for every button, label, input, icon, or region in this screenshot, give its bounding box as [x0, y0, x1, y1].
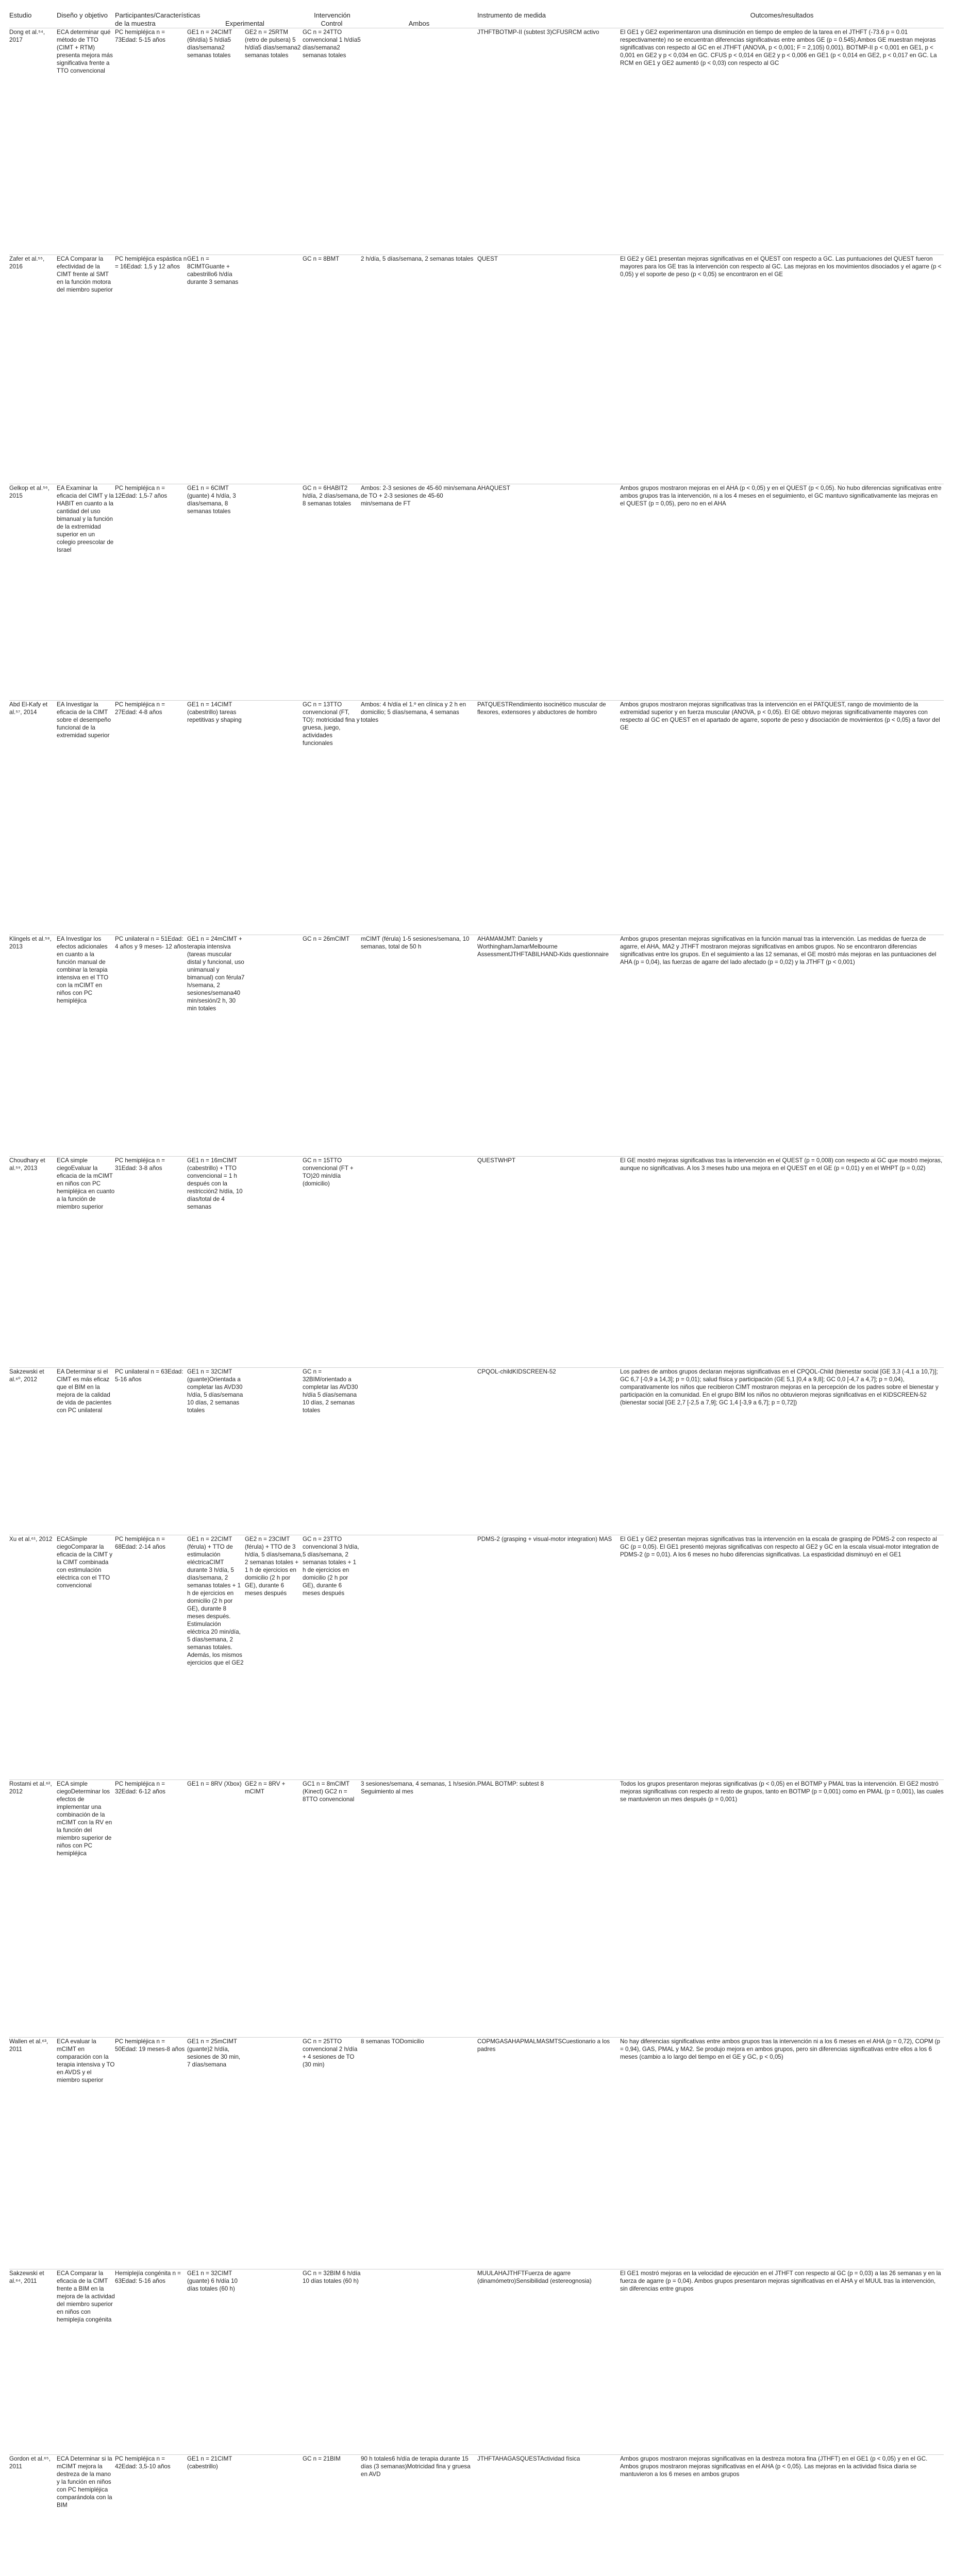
table-header — [9, 11, 944, 28]
cell-participantes: PC hemipléjica espástica n = 16Edad: 1,5 y 12 años — [115, 255, 187, 484]
cell-experimental: GE1 n = 14CIMT (cabestrillo) tareas repetitivas y shaping — [187, 701, 245, 935]
cell-diseno: EA Investigar la eficacia de la CIMT sobre el desempeño funcional de la extremidad superior — [57, 701, 115, 935]
header-diseno: Diseño y objetivo — [57, 11, 108, 19]
cell-experimental2 — [245, 484, 303, 701]
cell-control: GC n = 13TTO convencional (FT, TO): motricidad fina y gruesa, juego, actividades funcionales — [303, 701, 361, 935]
cell-participantes: PC unilateral n = 63Edad: 5-16 años — [115, 1368, 187, 1535]
cell-instrumento: JTHFTBOTMP-II (subtest 3)CFUSRCM activo — [477, 28, 620, 255]
cell-outcomes: El GE1 mostró mejoras en la velocidad de ejecución en el JTHFT con respecto al GC (p = 0,03) a las 26 semanas y en la fuerza de agarre (p = 0,04). Ambos grupos presentaron mejoras significativas en el AHA y el MUUL tras la intervención, sin diferencias entre grupos — [620, 2269, 944, 2455]
cell-ambos — [361, 1535, 477, 1780]
cell-ambos — [361, 28, 477, 255]
cell-estudio: Xu et al.⁶¹, 2012 — [9, 1535, 57, 1780]
cell-ambos: Ambos: 2-3 sesiones de 45-60 min/semana de TO + 2-3 sesiones de 45-60 min/semana de FT — [361, 484, 477, 701]
cell-instrumento: JTHFTAHAGASQUESTActividad física — [477, 2455, 620, 2576]
cell-outcomes: Los padres de ambos grupos declaran mejoras significativas en el CPQOL-Child (bienestar social [GE 3,3 (-4,1 a 10,7)]; GC 6,7 [-0,9 a 14,3]; p = 0,01); salud física y participación (GE 5,1 [0,4 a 9,8]; GC 0,0 [-4,7 a 4,7]; p = 0,04), comparativamente los niños que recibieron CIMT mostraron mejoras en la percepción de los padres sobre el bienestar y participación en la comunidad. En el grupo BIM los niños no obtuvieron mejoras significativas en el KIDSCREEN-52 (bienestar social [GE 2,7 [-2,5 a 7,9]; GC 1,4 [-3,9 a 6,7]; p = 0,72]) — [620, 1368, 944, 1535]
cell-control: GC n = 8BMT — [303, 255, 361, 484]
cell-participantes: PC hemipléjica n = 68Edad: 2-14 años — [115, 1535, 187, 1780]
cell-experimental: GE1 n = 6CIMT (guante) 4 h/día, 3 días/semana, 8 semanas totales — [187, 484, 245, 701]
cell-control: GC n = 32BIM 6 h/día 10 días totales (60 h) — [303, 2269, 361, 2455]
cell-participantes: PC hemipléjica n = 27Edad: 4-8 años — [115, 701, 187, 935]
cell-outcomes: Ambos grupos mostraron mejoras en el AHA (p < 0,05) y en el QUEST (p < 0,05). No hubo diferencias significativas entre ambos grupos tras la intervención, ni a los 4 meses en el seguimiento, el GC mantuvo significativamente las mejoras en el QUEST (p = 0,05), pero no en el AHA — [620, 484, 944, 701]
cell-estudio: Sakzewski et al.⁶⁴, 2011 — [9, 2269, 57, 2455]
cell-experimental: GE1 n = 22CIMT (férula) + TTO de estimulación eléctricaCIMT durante 3 h/día, 5 días/semana, 2 semanas totales + 1 h de ejercicios en domicilio (2 h por GE), durante 8 meses después. Estimulación eléctrica 20 min/día, 5 días/semana, 2 semanas totales. Además, los mismos ejercicios que el GE2 — [187, 1535, 245, 1780]
cell-ambos — [361, 1368, 477, 1535]
cell-control: GC n = 26mCIMT — [303, 935, 361, 1157]
header-experimental: Experimental — [225, 20, 264, 27]
cell-diseno: EA Examinar la eficacia del CIMT y la HABIT en cuanto a la cantidad del uso bimanual y la función de la extremidad superior en un colegio preescolar de Israel — [57, 484, 115, 701]
cell-control: GC1 n = 8mCIMT (Kinect) GC2 n = 8TTO convencional — [303, 1780, 361, 2038]
cell-instrumento: COPMGASAHAPMALMASMTSCuestionario a los padres — [477, 2038, 620, 2269]
cell-participantes: PC hemipléjica n = 42Edad: 3,5-10 años — [115, 2455, 187, 2576]
cell-diseno: ECA Comparar la eficacia de la CIMT frente a BIM en la mejora de la actividad del miembro superior en niños con hemiplejía congénita — [57, 2269, 115, 2455]
table-row — [9, 2269, 944, 2455]
cell-experimental2 — [245, 2455, 303, 2576]
cell-experimental2: GE2 n = 23CIMT (férula) + TTO de 3 h/día, 5 días/semana, 2 semanas totales + 1 h de ejercicios en domicilio (2 h por GE), durante 6 meses después — [245, 1535, 303, 1780]
table-row — [9, 28, 944, 255]
cell-ambos — [361, 1157, 477, 1368]
table-row — [9, 935, 944, 1157]
cell-diseno: ECA Comparar la efectividad de la CIMT frente al SMT en la función motora del miembro superior — [57, 255, 115, 484]
cell-ambos: 8 semanas TODomicilio — [361, 2038, 477, 2269]
cell-diseno: ECA evaluar la mCIMT en comparación con la terapia intensiva y TO en AVDS y el miembro superior — [57, 2038, 115, 2269]
cell-diseno: ECA simple ciegoEvaluar la eficacia de la mCIMT en niños con PC hemipléjica en cuanto a la función de miembro superior — [57, 1157, 115, 1368]
evidence-table — [9, 11, 944, 2576]
cell-participantes: PC unilateral n = 51Edad: 4 años y 9 meses- 12 años — [115, 935, 187, 1157]
cell-diseno: ECA determinar qué método de TTO (CIMT + RTM) presenta mejora más significativa frente a TTO convencional — [57, 28, 115, 255]
table-body — [9, 28, 944, 2576]
cell-estudio: Abd El-Kafy et al.⁵⁷, 2014 — [9, 701, 57, 935]
table-row — [9, 1157, 944, 1368]
cell-instrumento: PDMS-2 (grasping + visual-motor integration) MAS — [477, 1535, 620, 1780]
table-row — [9, 1780, 944, 2038]
cell-outcomes: El GE1 y GE2 presentan mejoras significativas tras la intervención en la escala de grasping de PDMS-2 con respecto al GC (p = 0,05). El GE1 presentó mejoras significativas con respecto al GE2 y GC en la escala visual-motor integration de PDMS-2 (p = 0,01). A los 6 meses no hubo diferencias significativas. La espasticidad disminuyó en el GE1 — [620, 1535, 944, 1780]
cell-instrumento: QUESTWHPT — [477, 1157, 620, 1368]
cell-outcomes: El GE2 y GE1 presentan mejoras significativas en el QUEST con respecto a GC. Las puntuaciones del QUEST fueron mayores para los GE tras la intervención con respecto al GC. Las mejoras en los movimientos disociados y el agarre (p < 0,05) y el soporte de peso (p < 0,05) se encontraron en el GE — [620, 255, 944, 484]
cell-instrumento: MUULAHAJTHFTFuerza de agarre (dinamómetro)Sensibilidad (estereognosia) — [477, 2269, 620, 2455]
cell-participantes: PC hemipléjica n = 73Edad: 5-15 años — [115, 28, 187, 255]
cell-experimental2 — [245, 1157, 303, 1368]
cell-estudio: Choudhary et al.⁵⁹, 2013 — [9, 1157, 57, 1368]
cell-experimental2 — [245, 2038, 303, 2269]
header-control: Control — [321, 20, 343, 27]
table-row — [9, 2038, 944, 2269]
cell-outcomes: Todos los grupos presentaron mejoras significativas (p < 0,05) en el BOTMP y PMAL tras la intervención. El GE2 mostró mejoras significativas con respecto al resto de grupos, tanto en BOTMP (p = 0,001) como en PMAL (p = 0,001), las cuales se mantuvieron un mes después (p = 0,001) — [620, 1780, 944, 2038]
cell-control: GC n = 32BIM/orientado a completar las AVD30 h/día 5 días/semana 10 días, 2 semanas totales — [303, 1368, 361, 1535]
cell-participantes: PC hemipléjica n = 31Edad: 3-8 años — [115, 1157, 187, 1368]
cell-participantes: PC hemipléjica n = 12Edad: 1,5-7 años — [115, 484, 187, 701]
cell-control: GC n = 15TTO convencional (FT + TO)20 min/día (domicilio) — [303, 1157, 361, 1368]
cell-control: GC n = 21BIM — [303, 2455, 361, 2576]
table-row — [9, 255, 944, 484]
cell-experimental2: GE2 n = 8RV + mCIMT — [245, 1780, 303, 2038]
cell-diseno: ECASimple ciegoComparar la eficacia de la CIMT y la CIMT combinada con estimulación eléctrica con el TTO convencional — [57, 1535, 115, 1780]
cell-ambos — [361, 2269, 477, 2455]
cell-diseno: ECA simple ciegoDeterminar los efectos de implementar una combinación de la mCIMT con la RV en la función del miembro superior de niños con PC hemipléjica — [57, 1780, 115, 2038]
cell-control: GC n = 6HABIT2 h/día, 2 días/semana, 8 semanas totales — [303, 484, 361, 701]
cell-ambos: 2 h/día, 5 días/semana, 2 semanas totales — [361, 255, 477, 484]
cell-instrumento: AHAMAMJMT: Daniels y WorthinghamJamarMelbourne AssessmentJTHFTABILHAND-Kids questionnaire — [477, 935, 620, 1157]
cell-experimental2: GE2 n = 25RTM (retro de pulsera) 5 h/día5 días/semana2 semanas totales — [245, 28, 303, 255]
cell-ambos: 90 h totales6 h/día de terapia durante 15 días (3 semanas)Motricidad fina y gruesa en AVD — [361, 2455, 477, 2576]
table-row — [9, 484, 944, 701]
cell-instrumento: AHAQUEST — [477, 484, 620, 701]
cell-control: GC n = 24TTO convencional 1 h/día5 días/semana2 semanas totales — [303, 28, 361, 255]
cell-participantes: Hemiplejía congénita n = 63Edad: 5-16 años — [115, 2269, 187, 2455]
cell-instrumento: QUEST — [477, 255, 620, 484]
cell-experimental: GE1 n = 32CIMT (guante)Orientada a completar las AVD30 h/día, 5 días/semana 10 días, 2 semanas totales — [187, 1368, 245, 1535]
cell-instrumento: PMAL BOTMP: subtest 8 — [477, 1780, 620, 2038]
cell-experimental: GE1 n = 32CIMT (guante) 6 h/día 10 días totales (60 h) — [187, 2269, 245, 2455]
cell-ambos: mCIMT (férula) 1-5 sesiones/semana, 10 semanas, total de 50 h — [361, 935, 477, 1157]
cell-ambos: Ambos: 4 h/día el 1.º en clínica y 2 h en domicilio; 5 días/semana, 4 semanas totales — [361, 701, 477, 935]
cell-outcomes: Ambos grupos presentan mejoras significativas en la función manual tras la intervención. Las medidas de fuerza de agarre, el AHA, MA2 y JTHFT mostraron mejoras significativas en ambos grupos. No se encontraron diferencias significativas entre los grupos. En el seguimiento a las 12 semanas, el GE mostró más mejoras en las puntuaciones del AHA (p = 0,04), las fuerzas de agarre del lado afectado (p = 0,02) y la JTHFT (p < 0,001) — [620, 935, 944, 1157]
cell-estudio: Klingels et al.⁵⁸, 2013 — [9, 935, 57, 1157]
header-ambos: Ambos — [408, 20, 430, 27]
cell-instrumento: PATQUESTRendimiento isocinético muscular de flexores, extensores y abductores de hombro — [477, 701, 620, 935]
table-row — [9, 701, 944, 935]
cell-diseno: ECA Determinar si la mCIMT mejora la destreza de la mano y la función en niños con PC hemipléjica comparándola con la BIM — [57, 2455, 115, 2576]
cell-diseno: EA Determinar si el CIMT es más eficaz que el BIM en la mejora de la calidad de vida de pacientes con PC unilateral — [57, 1368, 115, 1535]
cell-estudio: Gordon et al.⁶⁵, 2011 — [9, 2455, 57, 2576]
cell-experimental: GE1 n = 8RV (Xbox) — [187, 1780, 245, 2038]
cell-estudio: Rostami et al.⁶², 2012 — [9, 1780, 57, 2038]
cell-participantes: PC hemipléjica n = 50Edad: 19 meses-8 años — [115, 2038, 187, 2269]
cell-outcomes: El GE1 y GE2 experimentaron una disminución en tiempo de empleo de la tarea en el JTHFT (-73.6 p = 0.01 respectivamente) no se encuentran diferencias significativas entre ambos GE (p = 0.545).Ambos GE muestran mejoras significativas con respecto al GC en el JTHFT (ANOVA, p < 0,001; F = 2,105) 0,001). BOTMP-II p < 0,001 en GE1, p < 0,001 en GE2 y p < 0,034 en GC. CFUS p < 0,014 en GE2 y p < 0,006 en GE1 (p < 0,014 en GE2, p < 0,017 en GC. La RCM en GE1 y GE2 aumentó (p < 0,03) con respecto al GC — [620, 28, 944, 255]
cell-experimental: GE1 n = 24mCIMT + terapia intensiva (tareas muscular distal y funcional, uso unimanual y bimanual) con férula7 h/semana, 2 sesiones/semana40 min/sesión/2 h, 30 min totales — [187, 935, 245, 1157]
cell-experimental: GE1 n = 21CIMT (cabestrillo) — [187, 2455, 245, 2576]
cell-diseno: EA Investigar los efectos adicionales en cuanto a la función manual de combinar la terapia intensiva en el TTO con la mCIMT en niños con PC hemipléjica — [57, 935, 115, 1157]
cell-ambos: 3 sesiones/semana, 4 semanas, 1 h/sesión. Seguimiento al mes — [361, 1780, 477, 2038]
cell-estudio: Zafer et al.⁵⁵, 2016 — [9, 255, 57, 484]
cell-control: GC n = 23TTO convencional 3 h/día, 5 días/semana, 2 semanas totales + 1 h de ejercicios en domicilio (2 h por GE), durante 6 meses después — [303, 1535, 361, 1780]
cell-outcomes: El GE mostró mejoras significativas tras la intervención en el QUEST (p = 0,008) con respecto al GC que mostró mejoras, aunque no significativas. A los 3 meses hubo una mejora en el QUEST en el GE (p = 0,01) y en el WHPT (p = 0,02) — [620, 1157, 944, 1368]
header-intervencion: Intervención — [314, 11, 350, 19]
header-estudio: Estudio — [9, 11, 32, 19]
table-row — [9, 1535, 944, 1780]
cell-experimental2 — [245, 701, 303, 935]
cell-estudio: Dong et al.⁵⁴, 2017 — [9, 28, 57, 255]
cell-experimental2 — [245, 2269, 303, 2455]
table-row — [9, 2455, 944, 2576]
cell-experimental: GE1 n = 16mCIMT (cabestrillo) + TTO convencional = 1 h después con la restricción2 h/día, 10 días/total de 4 semanas — [187, 1157, 245, 1368]
cell-estudio: Gelkop et al.⁵⁶, 2015 — [9, 484, 57, 701]
cell-outcomes: No hay diferencias significativas entre ambos grupos tras la intervención ni a los 6 meses en el AHA (p = 0,72), COPM (p = 0,94), GAS, PMAL y MA2. Se produjo mejora en ambos grupos, pero sin diferencias significativas entre ellos a los 6 meses (cambio a lo largo del tiempo en el GE y GC, p < 0,05) — [620, 2038, 944, 2269]
cell-experimental2 — [245, 255, 303, 484]
table-row — [9, 1368, 944, 1535]
cell-estudio: Wallen et al.⁶³, 2011 — [9, 2038, 57, 2269]
cell-control: GC n = 25TTO convencional 2 h/día + 4 sesiones de TO (30 min) — [303, 2038, 361, 2269]
cell-estudio: Sakzewski et al.⁶⁰, 2012 — [9, 1368, 57, 1535]
cell-instrumento: CPQOL-childKIDSCREEN-52 — [477, 1368, 620, 1535]
cell-experimental: GE1 n = 25mCIMT (guante)2 h/día, sesiones de 30 min, 7 días/semana — [187, 2038, 245, 2269]
cell-outcomes: Ambos grupos mostraron mejoras significativas en la destreza motora fina (JTHFT) en el GE1 (p < 0,05) y en el GC. Ambos grupos mostraron mejoras significativas en el AHA (p < 0,05). Las mejoras en la actividad física diaria se mantuvieron a los 6 meses en ambos grupos — [620, 2455, 944, 2576]
header-instrumento: Instrumento de medida — [477, 11, 546, 19]
header-participantes: Participantes/Características de la muestra — [115, 11, 200, 27]
cell-experimental2 — [245, 1368, 303, 1535]
cell-outcomes: Ambos grupos mostraron mejoras significativas tras la intervención en el PATQUEST, rango de movimiento de la extremidad superior y en fuerza muscular (ANOVA, p < 0,05). El GE obtuvo mejoras significativamente mayores con respecto al GC en QUEST en el apartado de agarre, soporte de peso y disociación de movimientos (p < 0,05) a favor del GE — [620, 701, 944, 935]
cell-experimental: GE1 n = 24CIMT (6h/día) 5 h/día5 días/semana2 semanas totales — [187, 28, 245, 255]
cell-participantes: PC hemipléjica n = 32Edad: 6-12 años — [115, 1780, 187, 2038]
cell-experimental: GE1 n = 8CIMTGuante + cabestrillo6 h/día durante 3 semanas — [187, 255, 245, 484]
header-outcomes: Outcomes/resultados — [750, 11, 814, 19]
cell-experimental2 — [245, 935, 303, 1157]
